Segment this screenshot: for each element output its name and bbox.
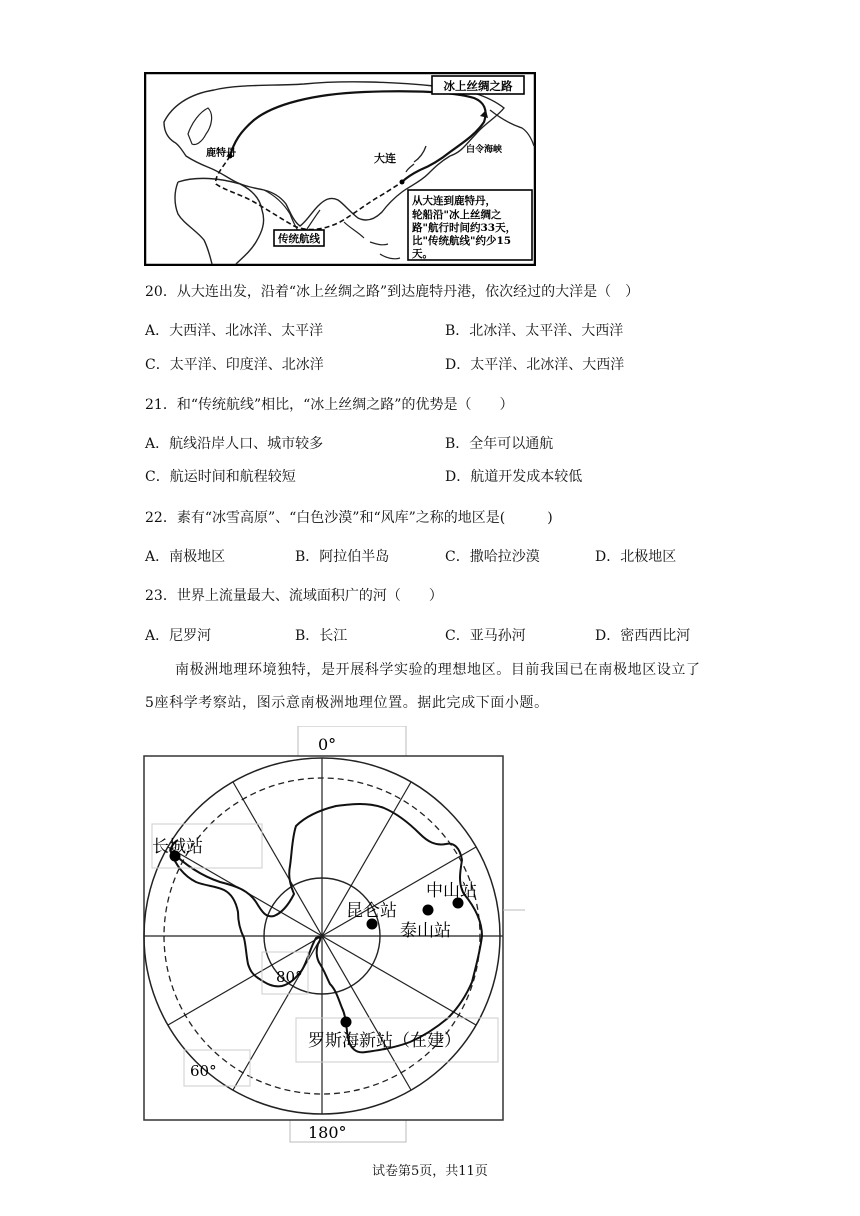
lat-80-label: 80° xyxy=(276,968,303,986)
rossea-station-dot xyxy=(341,1017,352,1028)
note-line-1: 从大连到鹿特丹， xyxy=(412,195,496,207)
q20-option-b: B．北冰洋、太平洋、大西洋 xyxy=(445,323,624,339)
dalian-dot xyxy=(400,180,405,185)
q22-option-d: D．北极地区 xyxy=(595,549,677,565)
question-21-stem: 21．和“传统航线”相比，“冰上丝绸之路”的优势是（ ） xyxy=(145,397,514,413)
dalian-label: 大连 xyxy=(374,152,396,165)
kunlun-station-label: 昆仑站 xyxy=(346,901,397,921)
bering-label: 白令海峡 xyxy=(466,145,503,155)
q22-option-c: C．撒哈拉沙漠 xyxy=(445,549,540,565)
lat-60-label: 60° xyxy=(190,1062,217,1080)
route-label: 冰上丝绸之路 xyxy=(443,79,513,93)
note-line-3: 路"航行时间约33天， xyxy=(412,222,517,234)
q23-option-c: C．亚马孙河 xyxy=(445,628,526,644)
q20-option-c: C．太平洋、印度洋、北冰洋 xyxy=(145,357,324,373)
traditional-route-label: 传统航线 xyxy=(278,233,320,245)
q23-option-d: D．密西西比河 xyxy=(595,628,691,644)
note-line-4: 比"传统航线"约少15 xyxy=(412,235,512,247)
lon-180-label: 180° xyxy=(308,1123,347,1142)
q21-option-d: D．航道开发成本较低 xyxy=(445,469,583,485)
lon-0-label: 0° xyxy=(318,735,337,754)
passage-line-1: 南极洲地理环境独特，是开展科学实验的理想地区。目前我国已在南极地区设立了 xyxy=(175,662,701,678)
question-22-stem: 22．素有“冰雪高原”、“白色沙漠”和“风库”之称的地区是( ) xyxy=(145,510,553,526)
question-23-stem: 23．世界上流量最大、流域面积广的河（ ） xyxy=(145,588,443,604)
note-line-5: 天。 xyxy=(412,248,433,260)
q21-option-c: C．航运时间和航程较短 xyxy=(145,469,296,485)
page-footer: 试卷第5页，共11页 xyxy=(372,1164,488,1179)
q23-option-a: A．尼罗河 xyxy=(145,628,212,644)
taishan-station-label: 泰山站 xyxy=(400,921,451,941)
taishan-station-dot xyxy=(423,905,434,916)
q22-option-a: A．南极地区 xyxy=(145,549,226,565)
note-line-2: 轮船沿"冰上丝绸之 xyxy=(412,209,502,221)
passage-line-2: 5座科学考察站，图示意南极洲地理位置。据此完成下面小题。 xyxy=(145,695,549,711)
q23-option-b: B．长江 xyxy=(295,628,348,644)
ice-silk-road-map xyxy=(144,72,536,266)
q22-option-b: B．阿拉伯半岛 xyxy=(295,549,390,565)
zhongshan-station-label: 中山站 xyxy=(426,881,477,901)
rotterdam-label: 鹿特丹 xyxy=(206,148,236,159)
q20-option-d: D．太平洋、北冰洋、大西洋 xyxy=(445,357,625,373)
antarctica-map xyxy=(140,726,525,1144)
changcheng-station-label: 长城站 xyxy=(152,837,203,857)
q20-option-a: A．大西洋、北冰洋、太平洋 xyxy=(145,323,324,339)
q21-option-b: B．全年可以通航 xyxy=(445,436,554,452)
rossea-station-label: 罗斯海新站（在建） xyxy=(308,1031,461,1051)
question-20-stem: 20．从大连出发，沿着“冰上丝绸之路”到达鹿特丹港，依次经过的大洋是（ ） xyxy=(145,284,640,300)
q21-option-a: A．航线沿岸人口、城市较多 xyxy=(145,436,324,452)
